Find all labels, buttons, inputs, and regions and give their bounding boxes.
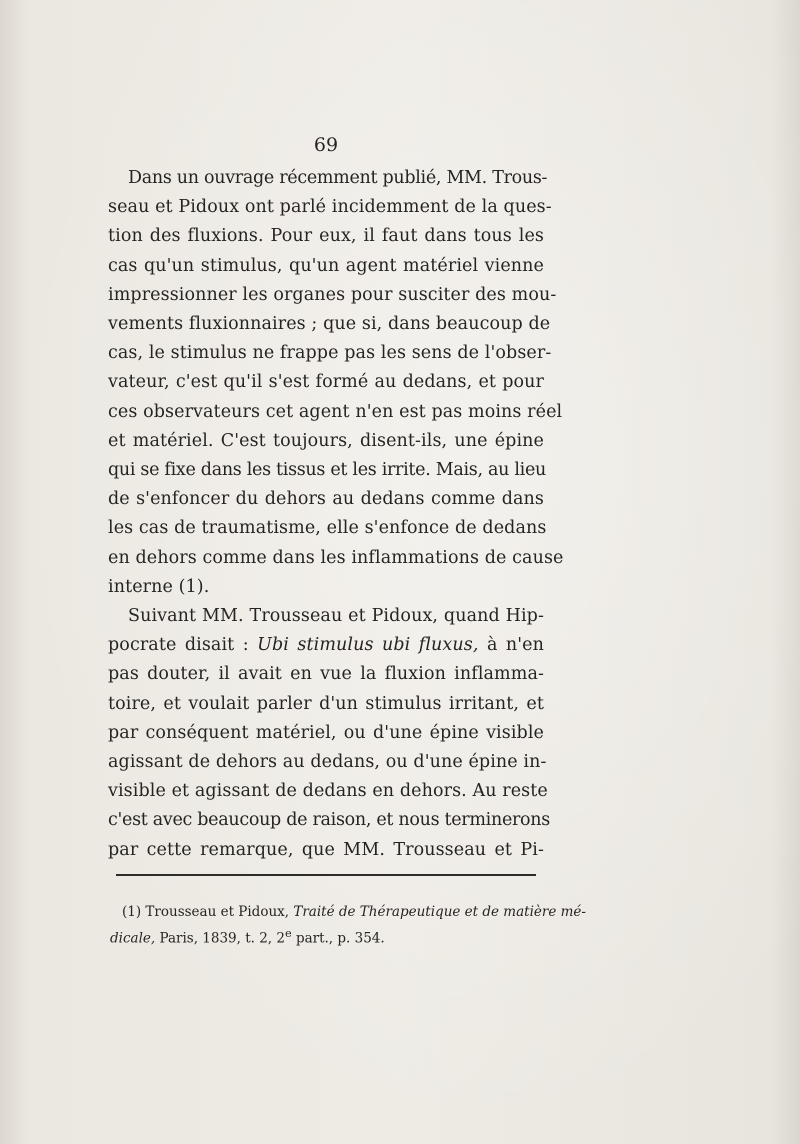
footnote-citation-end: part., p. 354. — [291, 930, 385, 947]
text-line: seau et Pidoux ont parlé incidemment de la ques- — [108, 197, 552, 218]
footnote-rule — [116, 874, 536, 876]
body-text — [108, 164, 564, 865]
text-line: vements fluxionnaires ; que si, dans beaucoup de — [108, 314, 551, 335]
text-line: Dans un ouvrage récemment publié, MM. Trous- — [128, 168, 548, 188]
text-line: Suivant MM. Trousseau et Pidoux, quand Hip- — [128, 606, 544, 627]
text-line: impressionner les organes pour susciter des mou- — [108, 284, 557, 305]
text-line: pas douter, il avait en vue la fluxion inflamma- — [108, 664, 544, 685]
paragraph-1 — [108, 164, 564, 602]
text-segment: pocrate disait : — [108, 635, 258, 656]
footnote-title-cont: dicale, — [110, 930, 156, 947]
footnote-citation: Paris, 1839, t. 2, 2 — [155, 930, 285, 947]
text-line: les cas de traumatisme, elle s'enfonce de dedans — [108, 518, 547, 539]
footnote-title: Traité de Thérapeutique et de matière mé- — [293, 904, 586, 920]
footnote-line — [110, 902, 586, 923]
text-segment: à n'en — [478, 635, 545, 656]
text-line: interne (1). — [108, 576, 210, 597]
footnote-superscript: e — [284, 927, 292, 940]
text-line: agissant de dehors au dedans, ou d'une épine in- — [108, 752, 547, 773]
text-line: cas, le stimulus ne frappe pas les sens de l'obser- — [108, 343, 552, 364]
text-line: tion des fluxions. Pour eux, il faut dans tous les — [108, 226, 544, 247]
text-line: de s'enfoncer du dehors au dedans comme dans — [108, 489, 544, 510]
page-number: 69 — [313, 134, 339, 156]
text-line: vateur, c'est qu'il s'est formé au dedans, et pour — [108, 372, 544, 393]
footnote-marker: (1) — [122, 904, 142, 920]
text-line: c'est avec beaucoup de raison, et nous terminerons — [108, 810, 550, 831]
text-line: et matériel. C'est toujours, disent-ils, une épine — [108, 430, 544, 451]
paragraph-2 — [108, 602, 550, 865]
text-line: qui se fixe dans les tissus et les irrite. Mais, au lieu — [108, 460, 546, 481]
latin-quote: Ubi stimulus ubi fluxus, — [257, 635, 479, 656]
text-line: par conséquent matériel, ou d'une épine visible — [108, 722, 544, 743]
footnote — [110, 902, 586, 950]
text-line: par cette remarque, que MM. Trousseau et Pi- — [108, 839, 544, 860]
text-line-with-quote — [108, 631, 544, 660]
text-line: visible et agissant de dedans en dehors. Au reste — [108, 781, 548, 802]
footnote-author: Trousseau et Pidoux, — [141, 904, 294, 920]
footnote-line — [110, 923, 556, 950]
text-line: toire, et voulait parler d'un stimulus irritant, et — [108, 693, 544, 714]
text-line: cas qu'un stimulus, qu'un agent matériel vienne — [108, 255, 544, 276]
text-line: ces observateurs cet agent n'en est pas moins réel — [108, 401, 563, 422]
text-line: en dehors comme dans les inflammations de cause — [108, 547, 564, 568]
